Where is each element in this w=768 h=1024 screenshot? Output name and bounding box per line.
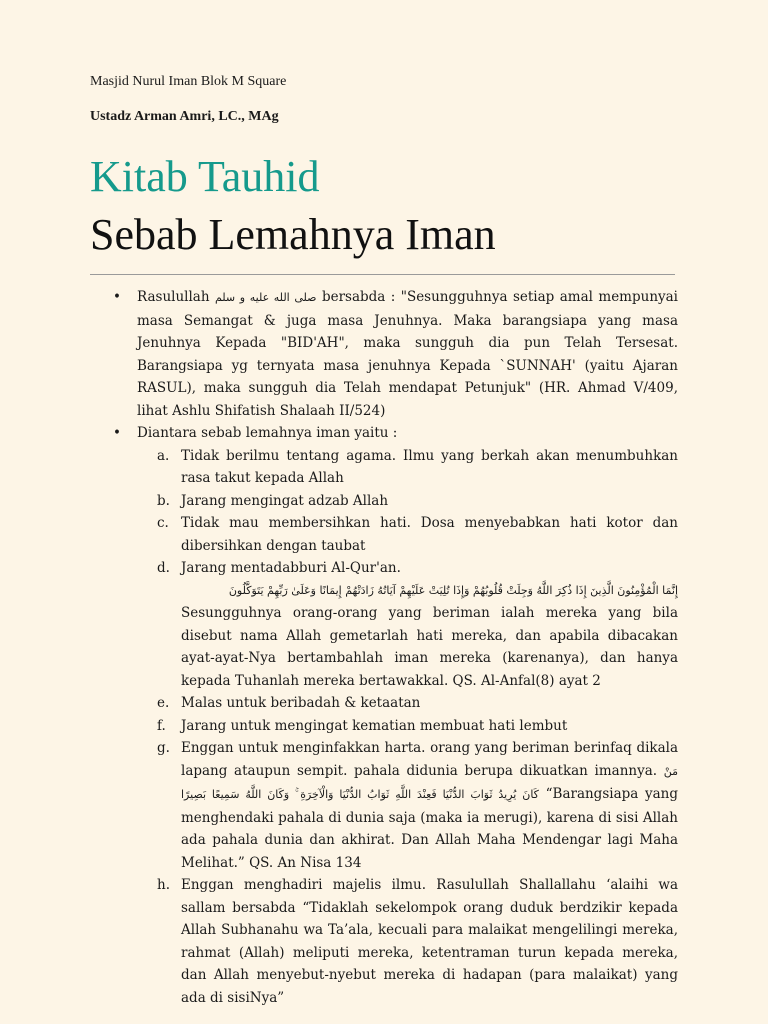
bullet-text-pre: Rasulullah [137,289,215,305]
list-item-text: Tidak berilmu tentang agama. Ilmu yang berkah akan menumbuhkan rasa takut kepada Allah [181,447,678,486]
list-item-text: Malas untuk beribadah & ketaatan [181,695,421,711]
list-item-a [157,445,678,490]
list-item-e [157,692,678,715]
list-item-text: Jarang untuk mengingat kematian membuat hati lembut [181,717,568,734]
list-item-c [157,512,678,557]
header-divider [90,274,675,275]
list-item-text-post: “Barangsiapa yang menghendaki pahala di dunia saja (maka ia merugi), karena di sisi Allah ada pahala dunia dan akhirat. Dan Allah Maha Mendengar lagi Maha Melihat.” QS. An Nisa 134 [181,786,679,871]
list-item-d [157,557,678,692]
list-item-b [157,490,678,513]
list-item-text: Jarang mentadabburi Al-Qur'an. [181,560,401,576]
bullet-hadith [113,286,679,422]
author-name: Ustadz Arman Amri, LC., MAg [90,109,279,124]
list-item-g [157,737,679,874]
list-marker: b. [157,492,170,509]
list-marker: h. [157,877,170,893]
list-marker: a. [157,447,170,464]
list-item-f [157,715,678,738]
list-item-h [157,874,678,1009]
list-marker: f. [157,717,166,734]
bullet-text-post: bersabda : "Sesungguhnya setiap amal mempunyai masa Semangat & juga masa Jenuhnya. Maka barangsiapa yang masa Jenuhnya Kepada "BID'AH", maka sungguh dia pun Telah Tersesat. Barangsiapa yg ternyata masa jenuhnya Kepada `SUNNAH' (yaitu Ajaran RASUL), maka sungguh dia Telah mendapat Petunjuk" (HR. Ahmad V/409, lihat Ashlu Shifatish Shalaah II/524) [137,289,679,419]
page-subtitle: Sebab Lemahnya Iman [90,210,496,259]
bullet-marker: • [113,425,121,441]
list-marker: e. [157,695,170,711]
list-marker: c. [157,515,169,531]
quran-verse-arabic: مَنْ كَانَ يُرِيدُ ثَوَابَ الدُّنْيَا فَعِنْدَ اللَّهِ ثَوَابُ الدُّنْيَا وَالْآخِرَةِ ۚ وَكَانَ اللَّهُ سَمِيعًا بَصِيرًا [181,764,678,801]
arabic-salawat: صلى الله عليه و سلم [214,291,317,304]
list-marker: g. [157,740,170,756]
bullet-marker: • [113,289,121,305]
bullet-text: Diantara sebab lemahnya iman yaitu : [137,425,398,441]
page-title: Kitab Tauhid [90,152,320,201]
list-marker: d. [157,560,170,576]
quran-verse-translation: Sesungguhnya orang-orang yang beriman ialah mereka yang bila disebut nama Allah gemetarlah hati mereka, dan apabila dibacakan ayat-ayat-Nya bertambahlah iman mereka (karenanya), dan hanya kepada Tuhanlah mereka bertawakkal. QS. Al-Anfal(8) ayat 2 [181,605,678,689]
list-item-text: Tidak mau membersihkan hati. Dosa menyebabkan hati kotor dan dibersihkan dengan taubat [181,515,678,554]
main-content [0,286,768,1009]
list-item-text: Jarang mengingat adzab Allah [181,492,389,509]
list-item-text-pre: Enggan untuk menginfakkan harta. orang yang beriman berinfaq dikala lapang ataupun sempit. pahala didunia berupa dikuatkan imannya. [181,740,678,779]
organization-name: Masjid Nurul Iman Blok M Square [90,74,287,89]
bullet-causes-intro [113,422,678,445]
list-item-text: Enggan menghadiri majelis ilmu. Rasulullah Shallallahu ‘alaihi wa sallam bersabda “Tidaklah sekelompok orang duduk berdzikir kepada Allah Subhanahu wa Ta’ala, kecuali para malaikat mengelilingi mereka, rahmat (Allah) meliputi mereka, ketentraman turun kepada mereka, dan Allah menyebut-nyebut mereka di hadapan (para malaikat) yang ada di sisiNya” [181,877,678,1006]
quran-verse-arabic: إِنَّمَا الْمُؤْمِنُونَ الَّذِينَ إِذَا ذُكِرَ اللَّهُ وَجِلَتْ قُلُوبُهُمْ وَإِذَا تُلِيَتْ عَلَيْهِمْ آيَاتُهُ زَادَتْهُمْ إِيمَانًا وَعَلَىٰ رَبِّهِمْ يَتَوَكَّلُونَ [228,583,678,597]
